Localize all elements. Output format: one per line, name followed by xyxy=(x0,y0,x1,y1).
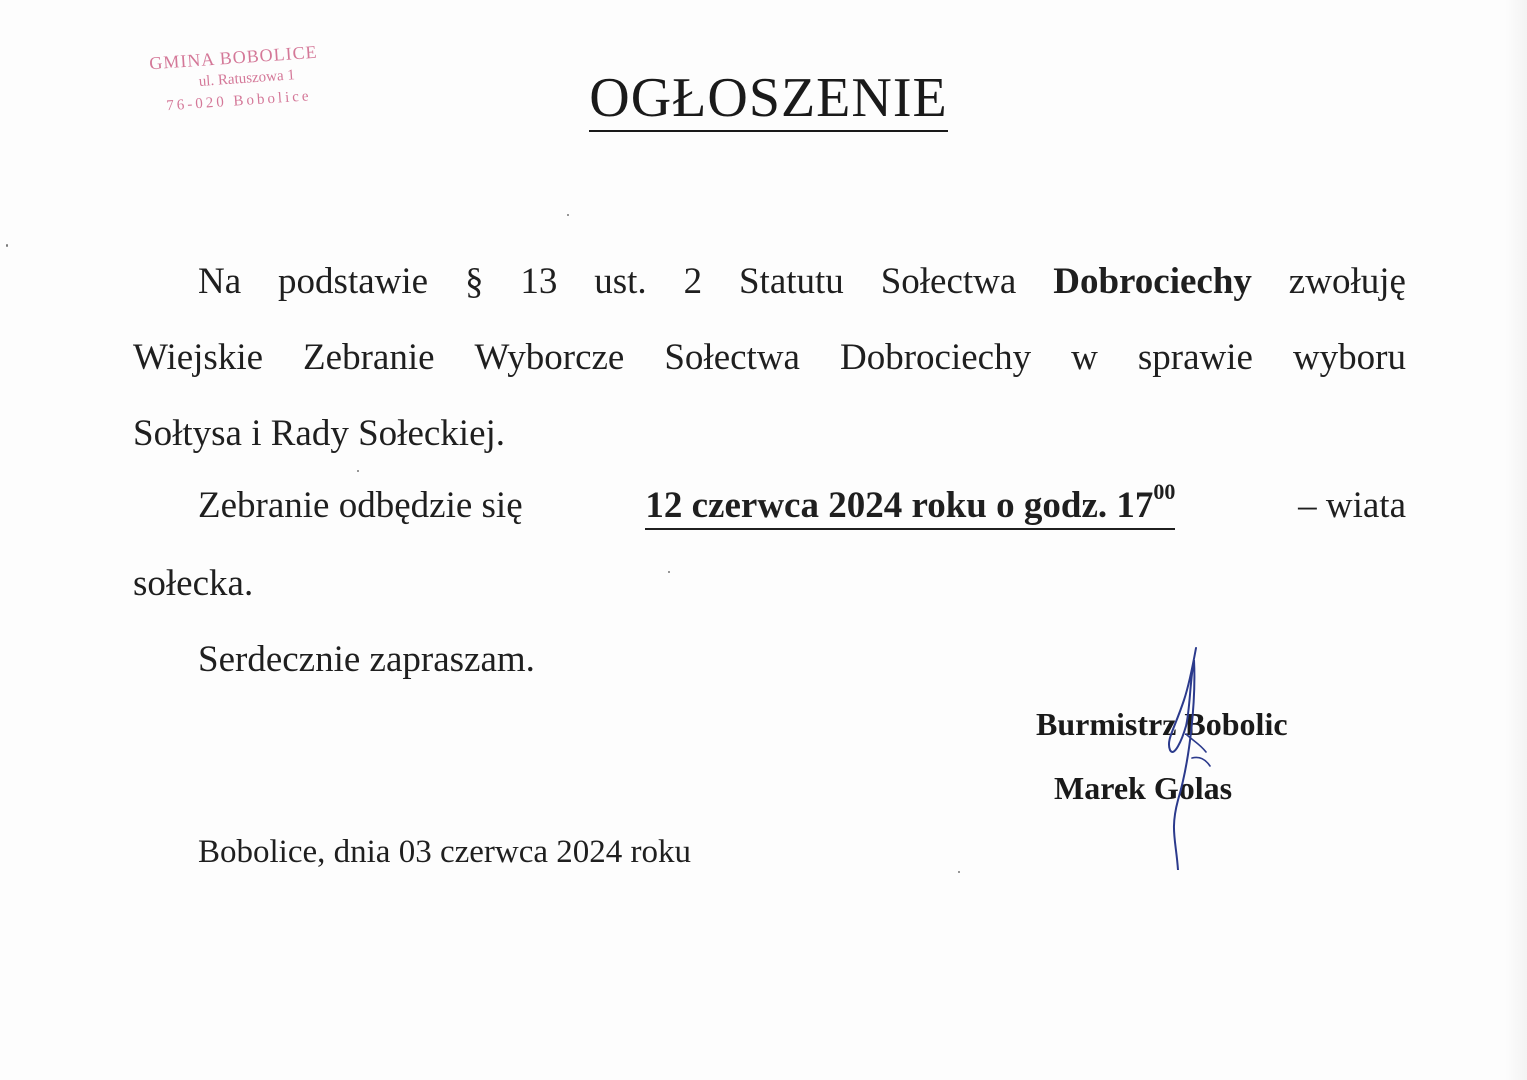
paragraph-2-line-1 xyxy=(198,479,1406,530)
meeting-date-time xyxy=(645,479,1176,530)
handwritten-signature xyxy=(1130,640,1240,870)
scan-speck xyxy=(6,244,8,247)
paragraph-1-line-1-word: podstawie xyxy=(278,261,429,302)
paragraph-1-line-2-word: Dobrociechy xyxy=(840,337,1032,378)
document-title: OGŁOSZENIE xyxy=(589,69,947,132)
signatory-name: Marek Golas xyxy=(1054,770,1233,806)
paragraph-1-line-1 xyxy=(198,260,1406,303)
scan-speck xyxy=(567,214,569,216)
scan-speck xyxy=(958,871,960,873)
scan-speck xyxy=(357,470,359,472)
paragraph-1-line-2-word: Zebranie xyxy=(303,337,435,378)
scan-edge-shadow xyxy=(1505,0,1527,1080)
paragraph-1-line-1-word: 13 xyxy=(520,261,558,302)
paragraph-1-line-2 xyxy=(133,336,1406,379)
paragraph-1-line-2-word: Wyborcze xyxy=(474,337,625,378)
paragraph-1-line-2-word: sprawie xyxy=(1137,337,1253,378)
meeting-date-time-text: 12 czerwca 2024 roku o godz. 17 xyxy=(645,485,1154,526)
paragraph-1-line-1-word: 2 xyxy=(683,261,703,302)
paragraph-1-line-1-word: zwołuję xyxy=(1288,261,1406,302)
paragraph-1-line-1-word: § xyxy=(464,261,484,302)
closing-text: Serdecznie zapraszam. xyxy=(198,639,535,680)
paragraph-2-line-2: sołecka. xyxy=(133,563,254,604)
meeting-place-text: – wiata xyxy=(1298,485,1406,526)
place-and-date: Bobolice, dnia 03 czerwca 2024 roku xyxy=(198,834,692,870)
paragraph-1-line-2-word: wyboru xyxy=(1292,337,1406,378)
paragraph-1-line-1-word: Na xyxy=(198,261,242,302)
paragraph-1-line-2-word: Wiejskie xyxy=(133,337,264,378)
paragraph-1-line-1-word: Sołectwa xyxy=(880,261,1017,302)
document-title-wrap xyxy=(0,66,1527,132)
paragraph-1-line-1-word: ust. xyxy=(594,261,647,302)
scan-speck xyxy=(668,571,670,573)
paragraph-1-line-1-word: Statutu xyxy=(738,261,844,302)
stamp-line-2: ul. Ratuszowa 1 xyxy=(198,67,296,90)
meeting-time-minutes: 00 xyxy=(1153,479,1176,504)
signature-stroke-1 xyxy=(1169,648,1196,870)
meeting-lead-text: Zebranie odbędzie się xyxy=(198,485,523,526)
paragraph-1-line-2-word: w xyxy=(1071,337,1098,378)
paragraph-1-line-3: Sołtysa i Rady Sołeckiej. xyxy=(133,413,506,454)
paragraph-1-line-2-word: Sołectwa xyxy=(664,337,800,378)
stamp-line-3: 76-020 Bobolice xyxy=(165,88,313,115)
signatory-title: Burmistrz Bobolic xyxy=(1036,706,1288,742)
stamp-line-1: GMINA BOBOLICE xyxy=(148,41,319,74)
village-name-bold: Dobrociechy xyxy=(1053,261,1252,302)
